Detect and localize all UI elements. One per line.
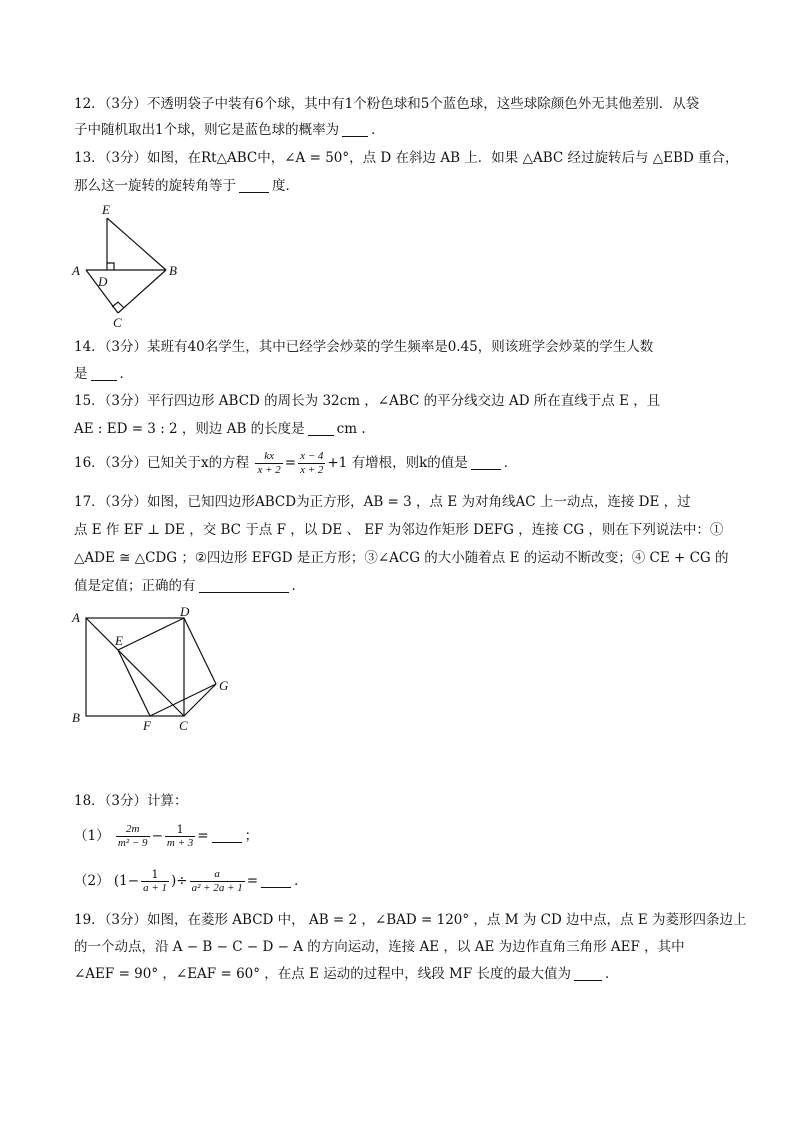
q19-line3: ∠AEF = 90° ，∠EAF = 60° ，在点 E 运动的过程中，线段 MF 长度的最大值为 ． — [74, 966, 619, 982]
answer-blank[interactable] — [471, 455, 501, 470]
fraction-1-over-m-plus-3: $\frac{1}{m + 3}$ — [166, 823, 194, 849]
q16-line: 16．（3分）已知关于x的方程 $\frac{kx}{x + 2}$ = $\frac{x - 4}{x + 2}$ +1 有增根，则k的值是 ． — [74, 450, 518, 476]
q17-line2: 点 E 作 EF ⊥ DE ，交 BC 于点 F ，以 DE 、 EF 为邻边作矩形 DEFG ，连接 CG ，则在下列说法中：① — [74, 522, 724, 538]
label-F: F — [143, 718, 151, 733]
q18-line1: 18．（3分）计算： — [74, 793, 188, 809]
label-C: C — [113, 315, 122, 330]
q12-text: 子中随机取出1个球，则它是蓝色球的概率为 — [74, 122, 340, 138]
answer-blank[interactable] — [91, 366, 117, 381]
fraction-1-over-a-plus-1: $\frac{1}{a + 1}$ — [143, 868, 167, 894]
q13-figure — [66, 200, 186, 332]
label-C: C — [179, 718, 188, 733]
q14-line1: 14．（3分）某班有40名学生，其中已经学会炒菜的学生频率是0.45，则该班学会炒菜的学生人数 — [74, 339, 654, 355]
q17-figure — [66, 600, 246, 738]
answer-blank[interactable] — [212, 828, 242, 843]
answer-blank[interactable] — [574, 966, 602, 981]
answer-blank[interactable] — [199, 578, 289, 593]
label-B: B — [72, 710, 80, 725]
q17-line1: 17．（3分）如图，已知四边形ABCD为正方形，AB = 3 ，点 E 为对角线AC 上一动点，连接 DE ，过 — [74, 494, 691, 510]
answer-blank[interactable] — [308, 421, 334, 436]
q13-line1: 13．（3分）如图，在Rt△ABC中，∠A = 50°，点 D 在斜边 AB 上．如果 △ABC 经过旋转后与 △EBD 重合， — [74, 150, 739, 166]
q18-part1: （1） $\frac{2m}{\text{m² − 9}}$ − $\frac{1}{m + 3}$ = ； — [74, 823, 259, 849]
label-E: E — [102, 202, 110, 217]
q18-part2: （2） (1− $\frac{1}{a + 1}$ )÷ $\frac{a}{\text{a² + 2a + 1}}$ = ． — [74, 868, 308, 894]
fraction-kx-over-x-plus-2: $\frac{kx}{x + 2}$ — [257, 450, 281, 476]
label-G: G — [219, 678, 229, 693]
q12-line1: 12．（3分）不透明袋子中装有6个球，其中有1个粉色球和5个蓝色球，这些球除颜色外无其他差别．从袋 — [74, 96, 700, 112]
label-D: D — [98, 274, 108, 289]
label-B: B — [169, 263, 177, 278]
answer-blank[interactable] — [239, 178, 269, 193]
answer-blank[interactable] — [342, 122, 368, 137]
answer-blank[interactable] — [261, 873, 291, 888]
q19-line1: 19．（3分）如图，在菱形 ABCD 中， AB = 2 ，∠BAD = 120° ，点 M 为 CD 边中点，点 E 为菱形四条边上 — [74, 912, 747, 928]
fraction-2m-over-m2-minus-9: $\frac{2m}{\text{m² − 9}}$ — [117, 823, 148, 849]
q17-line3: △ADE ≅ △CDG ；②四边形 EFGD 是正方形；③∠ACG 的大小随着点 E 的运动不断改变；④ CE + CG 的 — [74, 550, 729, 566]
label-A: A — [72, 610, 80, 625]
q14-line2: 是 ． — [74, 366, 133, 382]
fraction-a-over-a2-plus-2a-plus-1: $\frac{a}{\text{a² + 2a + 1}}$ — [191, 868, 243, 894]
label-E: E — [115, 633, 123, 648]
q13-line2: 那么这一旋转的旋转角等于 度． — [74, 178, 299, 194]
q17-line4: 值是定值；正确的有 ． — [74, 578, 305, 594]
label-A: A — [72, 263, 80, 278]
q15-line2: AE : ED = 3 : 2 ，则边 AB 的长度是 cm . — [74, 421, 366, 437]
q15-line1: 15．（3分）平行四边形 ABCD 的周长为 32cm ，∠ABC 的平分线交边 AD 所在直线于点 E ，且 — [74, 393, 661, 409]
q19-line2: 的一个动点，沿 A − B − C − D − A 的方向运动，连接 AE ，以 AE 为边作直角三角形 AEF ，其中 — [74, 939, 685, 955]
label-D: D — [180, 604, 190, 619]
q12-line2: 子中随机取出1个球，则它是蓝色球的概率为 ． — [74, 122, 385, 138]
fraction-x-minus-4-over-x-plus-2: $\frac{x - 4}{x + 2}$ — [300, 450, 324, 476]
